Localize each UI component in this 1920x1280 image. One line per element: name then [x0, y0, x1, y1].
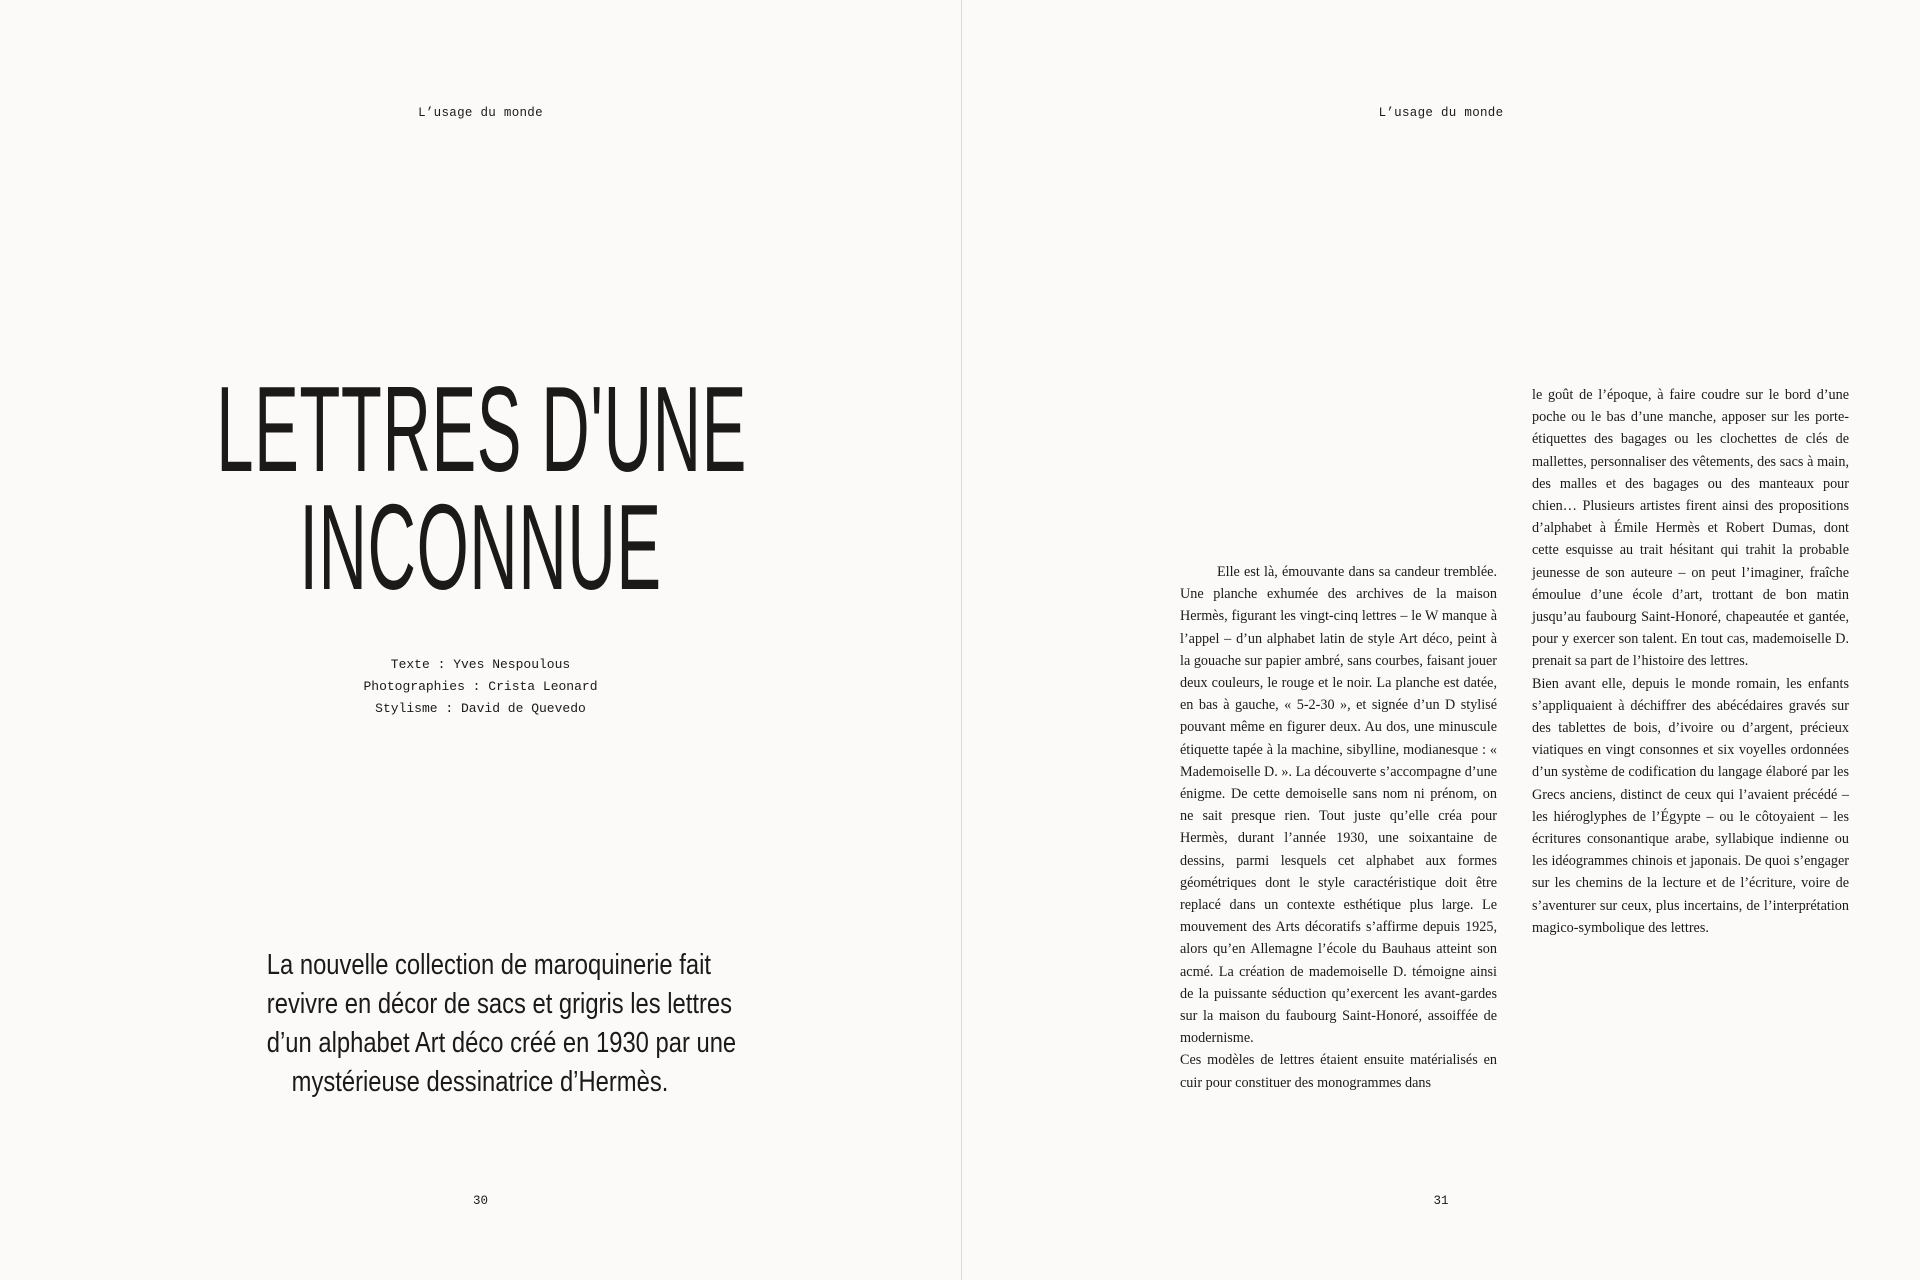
- body-column-1: [1180, 561, 1497, 1094]
- standfirst-line: d’un alphabet Art déco créé en 1930 par une: [266, 1027, 737, 1059]
- body-paragraph: Bien avant elle, depuis le monde romain, les enfants s’appliquaient à déchiffrer des abécédaires gravés sur des tablettes de bois, d’ivoire ou d’argent, précieux viatiques en vingt consonnes et six voyelles ordonnées d’un système de codification du langage élaboré par les Grecs anciens, distinct de ceux qui l’avaient précédé – les hiéroglyphes de l’Égypte – ou le côtoyaient – les écritures consonantique arabe, syllabique indienne ou les idéogrammes chinois et japonais. De quoi s’engager sur les chemins de la lecture et de l’écriture, voire de s’aventurer sur ceux, plus incertains, de l’interprétation magico-symbolique des lettres.: [1532, 675, 1849, 936]
- body-paragraph: Elle est là, émouvante dans sa candeur tremblée. Une planche exhumée des archives de la maison Hermès, figurant les vingt-cinq lettres – le W manque à l’appel – d’un alphabet latin de style Art déco, peint à la gouache sur papier ambré, sans courbes, faisant jouer deux couleurs, le rouge et le noir. La planche est datée, en bas à gauche, « 5-2-30 », et signée d’un D stylisé pouvant même en figurer deux. Au dos, une minuscule étiquette tapée à la machine, sibylline, modianesque : « Mademoiselle D. ». La découverte s’accompagne d’une énigme. De cette demoiselle sans nom ni prénom, on ne sait presque rien. Tout juste qu’elle créa pour Hermès, durant l’année 1930, une soixantaine de dessins, parmi lesquels cet alphabet aux formes géométriques dont le style caractéristique doit être replacé dans un contexte esthétique plus large. Le mouvement des Arts décoratifs s’affirme depuis 1925, alors qu’en Allemagne l’école du Bauhaus atteint son acmé. La création de mademoiselle D. témoigne ainsi de la puissante séduction qu’exercent les avant-gardes sur la maison du faubourg Saint-Honoré, assoiffée de modernisme.: [1180, 564, 1497, 1047]
- page-number-right: 31: [1433, 1194, 1449, 1208]
- body-paragraph: le goût de l’époque, à faire coudre sur le bord d’une poche ou le bas d’une manche, apposer sur les porte-étiquettes des bagages ou les clochettes de clés de mallettes, personnaliser des vêtements, des sacs à main, des malles et des bagages ou des manteaux pour chien… Plusieurs artistes firent ainsi des propositions d’alphabet à Émile Hermès et Robert Dumas, dont cette esquisse au trait hésitant qui trahit la probable jeunesse de son auteure – on peut l’imaginer, fraîche émoulue d’une école d’art, trottant de bon matin jusqu’au faubourg Saint-Honoré, chapeautée et gantée, pour y exercer son talent. En tout cas, mademoiselle D. prenait sa part de l’histoire des lettres.: [1532, 387, 1849, 670]
- article-credits: [0, 654, 961, 720]
- credit-photography: Photographies : Crista Leonard: [363, 679, 598, 694]
- body-paragraph: Ces modèles de lettres étaient ensuite matérialisés en cuir pour constituer des monogrammes dans: [1180, 1052, 1497, 1091]
- page-number-left: 30: [472, 1194, 488, 1208]
- standfirst: [220, 946, 740, 1102]
- right-page: [962, 0, 1920, 1280]
- standfirst-line: La nouvelle collection de maroquinerie fait: [266, 949, 711, 981]
- credit-styling: Stylisme : David de Quevedo: [375, 701, 586, 716]
- standfirst-line: mystérieuse dessinatrice d’Hermès.: [291, 1066, 669, 1098]
- body-column-2: [1532, 384, 1849, 939]
- title-line: LETTRES D'UNE: [216, 361, 747, 497]
- title-line: INCONNUE: [299, 479, 662, 615]
- article-title: [216, 361, 747, 615]
- credit-text: Texte : Yves Nespoulous: [390, 657, 571, 672]
- standfirst-line: revivre en décor de sacs et grigris les lettres: [266, 988, 733, 1020]
- running-head-left: L’usage du monde: [418, 106, 543, 120]
- running-head-right: L’usage du monde: [1378, 106, 1504, 120]
